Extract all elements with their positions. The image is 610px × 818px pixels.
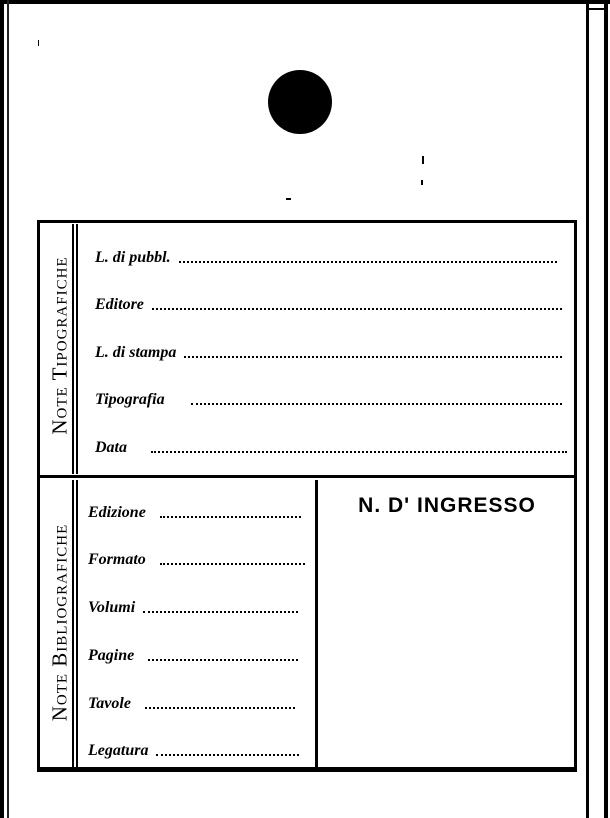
fill-line[interactable]	[179, 259, 557, 263]
field-luogo-pubblicazione[interactable]	[95, 243, 557, 267]
field-label: Tavole	[88, 695, 131, 712]
field-label: Data	[95, 439, 127, 456]
field-label: Formato	[88, 551, 146, 568]
field-tavole[interactable]	[88, 689, 295, 713]
tag-top-edge	[0, 0, 610, 4]
bibliografiche-rule-2	[76, 480, 78, 768]
ink-speck	[422, 156, 424, 164]
tag-right-edge	[586, 0, 589, 818]
field-label: L. di pubbl.	[95, 249, 171, 266]
field-label: Volumi	[88, 599, 136, 616]
ingresso-column-rule	[315, 480, 318, 768]
field-edizione[interactable]	[88, 498, 301, 522]
tag-corner-edge	[586, 8, 608, 10]
ink-speck	[421, 180, 423, 185]
fill-line[interactable]	[156, 752, 299, 756]
field-pagine[interactable]	[88, 641, 298, 665]
fill-line[interactable]	[191, 401, 562, 405]
section-divider	[37, 475, 577, 478]
fill-line[interactable]	[160, 514, 301, 518]
section-title-tipografiche: Note Tipografiche	[47, 256, 72, 435]
fill-line[interactable]	[160, 561, 305, 565]
field-tipografia[interactable]	[95, 385, 562, 409]
field-luogo-stampa[interactable]	[95, 338, 562, 362]
field-data[interactable]	[95, 433, 567, 457]
field-volumi[interactable]	[88, 593, 298, 617]
section-title-bibliografiche: Note Bibliografiche	[47, 523, 72, 722]
tag-right-outer-edge	[604, 0, 608, 818]
ingresso-title: N. D' INGRESSO	[358, 494, 536, 517]
fill-line[interactable]	[143, 609, 298, 613]
fill-line[interactable]	[152, 306, 562, 310]
fill-line[interactable]	[184, 354, 562, 358]
field-label: Tipografia	[95, 391, 165, 408]
field-formato[interactable]	[88, 545, 305, 569]
field-label: Pagine	[88, 647, 135, 664]
field-legatura[interactable]	[88, 736, 299, 760]
field-label: L. di stampa	[95, 344, 177, 361]
frame-bottom-rule	[37, 770, 577, 772]
ink-speck	[286, 198, 291, 200]
ink-speck	[38, 40, 39, 46]
field-label: Edizione	[88, 504, 146, 521]
tag-left-edge	[0, 0, 4, 818]
field-label: Editore	[95, 296, 144, 313]
tipografiche-rule-2	[76, 224, 78, 474]
field-editore[interactable]	[95, 290, 562, 314]
field-label: Legatura	[88, 742, 149, 759]
tag-left-inner-edge	[7, 0, 9, 818]
fill-line[interactable]	[148, 657, 298, 661]
fill-line[interactable]	[145, 705, 295, 709]
string-hole	[268, 70, 332, 134]
fill-line[interactable]	[151, 449, 567, 453]
